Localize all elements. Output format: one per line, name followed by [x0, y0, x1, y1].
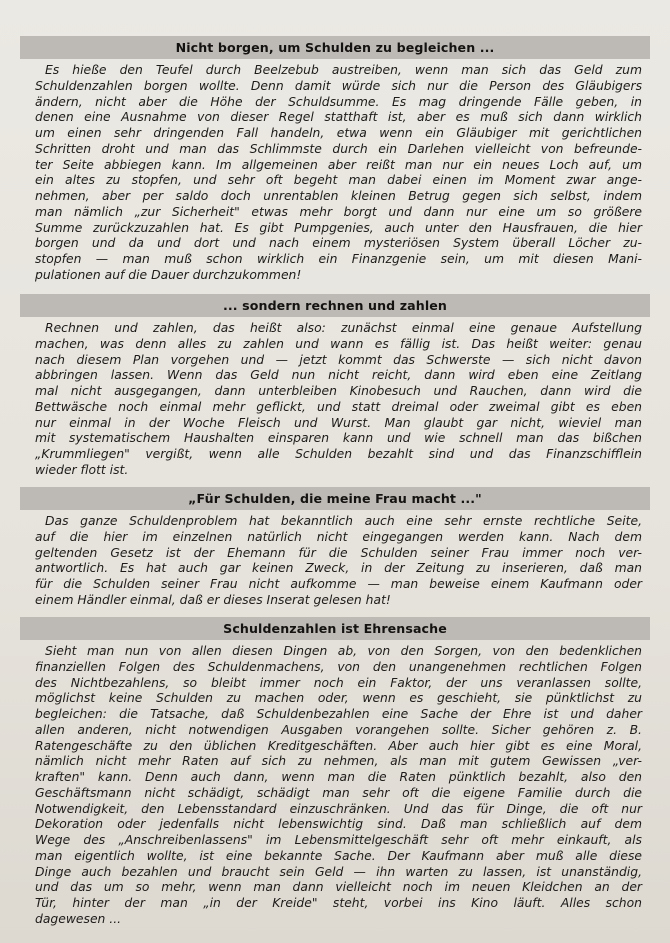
text-line: möglichst keine Schulden zu machen oder, wenn es geschieht, sie pünktlichst zu: [35, 691, 642, 706]
text-line: pulationen auf die Dauer durchzukommen!: [35, 267, 302, 282]
text-line: und das um so mehr, wenn man dann vielleicht noch im neuen Kleidchen an der: [35, 880, 642, 895]
text-line: Rechnen und zahlen, das heißt also: zunächst einmal eine genaue Aufstellung: [45, 321, 642, 335]
text-line: kraften" kann. Denn auch dann, wenn man die Raten pünktlich bezahlt, also den: [35, 770, 642, 784]
text-line: Schuldenzahlen borgen wollte. Denn damit würde sich nur die Person des Gläubigers: [35, 78, 642, 93]
text-line: Es hieße den Teufel durch Beelzebub austreiben, wenn man sich das Geld zum: [45, 63, 642, 77]
text-line: dagewesen ...: [35, 911, 122, 926]
section-nicht-borgen: [20, 36, 650, 284]
section-body: [20, 640, 650, 928]
text-line: man eigentlich wollte, ist eine bekannte Sache. Der Kaufmann aber muß alle diese: [35, 848, 642, 863]
text-line: Sieht man nun von allen diesen Dingen ab, von den Sorgen, von den bedenklichen: [45, 644, 642, 658]
text-line: nach diesem Plan vorgehen und — jetzt kommt das Schwerste — sich nicht davon: [35, 352, 642, 367]
text-line: ter Seite abbiegen kann. Im allgemeinen aber reißt man nur ein neues Loch auf, um: [35, 157, 642, 172]
text-line: begleichen: die Tatsache, daß Schuldenbezahlen eine Sache der Ehre ist und daher: [35, 707, 642, 721]
text-line: allen anderen, nicht notwendigen Ausgaben vorangehen sollte. Sicher gehören z. B.: [35, 722, 642, 737]
text-line: um einen sehr dringenden Fall handeln, etwa wenn ein Gläubiger mit gerichtlichen: [35, 126, 642, 140]
text-line: Bettwäsche noch einmal mehr geflickt, und statt dreimal oder zweimal gibt es eben: [35, 399, 642, 414]
text-line: Ratengeschäfte zu den üblichen Kreditgeschäften. Aber auch hier gibt es eine Moral,: [35, 738, 642, 753]
text-line: Wege des „Anschreibenlassens" im Lebensmittelgeschäft sehr oft mehr einkauft, als: [35, 833, 642, 847]
text-line: Dinge auch bezahlen und braucht sein Geld — ihn warten zu lassen, ist unanständig,: [35, 864, 642, 879]
text-line: nehmen, aber per saldo doch unrentablen kleinen Betrug gegen sich selbst, indem: [35, 189, 642, 203]
text-line: Dekoration oder jedenfalls nicht lebenswichtig sind. Daß man schließlich auf dem: [35, 817, 642, 832]
text-line: borgen und da und dort und nach einem mysteriösen System überall Löcher zu-: [35, 236, 642, 251]
text-line: auf die hier im einzelnen natürlich nicht eingegangen werden kann. Nach dem: [35, 529, 642, 544]
section-ehrensache: [20, 617, 650, 928]
section-heading: ... sondern rechnen und zahlen: [20, 294, 650, 317]
text-line: für die Schulden seiner Frau nicht aufkomme — man beweise einem Kaufmann oder: [35, 577, 642, 591]
section-heading: Schuldenzahlen ist Ehrensache: [20, 617, 650, 640]
section-schulden-der-frau: [20, 487, 650, 609]
section-body: [20, 317, 650, 479]
section-body: [20, 59, 650, 284]
section-heading: Nicht borgen, um Schulden zu begleichen ...: [20, 36, 650, 59]
text-line: mit systematischem Haushalten einsparen kann und wie schnell man das bißchen: [35, 431, 642, 446]
text-line: machen, was denn alles zu zahlen und wann es fällig ist. Das heißt weiter: genau: [35, 336, 642, 351]
text-line: stopfen — man muß schon wirklich ein Finanzgenie sein, um mit diesen Mani-: [35, 252, 642, 266]
text-line: antwortlich. Es hat auch gar keinen Zweck, in der Zeitung zu inserieren, daß man: [35, 561, 642, 576]
text-line: Tür, hinter der man „in der Kreide" steht, vorbei ins Kino läuft. Alles schon: [35, 896, 642, 910]
text-line: Geschäftsmann nicht schädigt, schädigt man sehr oft die eigene Familie durch die: [35, 785, 642, 800]
text-line: wieder flott ist.: [35, 462, 129, 477]
text-line: mal nicht ausgegangen, dann unterbleiben Kinobesuch und Rauchen, dann wird die: [35, 384, 642, 398]
text-line: geltenden Gesetz ist der Ehemann für die Schulden seiner Frau immer noch ver-: [35, 545, 642, 560]
text-line: man nämlich „zur Sicherheit" etwas mehr borgt und dann nur eine um so größere: [35, 204, 642, 219]
text-line: nur einmal in der Woche Fleisch und Wurst. Man glaubt gar nicht, wieviel man: [35, 415, 642, 430]
text-line: abbringen lassen. Wenn das Geld nun nicht reicht, dann wird eben eine Zeitlang: [35, 368, 642, 383]
text-line: des Nichtbezahlens, so bleibt immer noch ein Faktor, der uns veranlassen sollte,: [35, 675, 642, 690]
text-line: denen eine Ausnahme von dieser Regel statthaft ist, aber es muß sich dann wirklich: [35, 110, 642, 125]
text-line: einem Händler einmal, daß er dieses Inserat gelesen hat!: [35, 592, 391, 607]
text-line: ein altes zu stopfen, und sehr oft begeht man dabei einen im Moment zwar ange-: [35, 173, 642, 188]
text-line: ändern, nicht aber die Höhe der Schuldsumme. Es mag dringende Fälle geben, in: [35, 94, 642, 109]
section-body: [20, 510, 650, 609]
text-line: finanziellen Folgen des Schuldenmachens, von den unangenehmen rechtlichen Folgen: [35, 659, 642, 674]
text-line: Summe zurückzuzahlen hat. Es gibt Pumpgenies, auch unter den Hausfrauen, die hier: [35, 220, 642, 235]
text-line: nämlich nicht mehr Raten auf sich zu nehmen, als man mit gutem Gewissen „ver-: [35, 754, 642, 769]
text-line: „Krummliegen" vergißt, wenn alle Schulden bezahlt sind und das Finanzschifflein: [35, 447, 642, 461]
section-heading: „Für Schulden, die meine Frau macht ...": [20, 487, 650, 510]
text-line: Notwendigkeit, den Lebensstandard einzuschränken. Und das für Dinge, die oft nur: [35, 801, 642, 816]
section-rechnen-und-zahlen: [20, 294, 650, 479]
text-line: Das ganze Schuldenproblem hat bekanntlich auch eine sehr ernste rechtliche Seite,: [45, 514, 642, 528]
text-line: Schritten droht und man das Schlimmste durch ein Darlehen vielleicht von befreunde-: [35, 141, 642, 156]
